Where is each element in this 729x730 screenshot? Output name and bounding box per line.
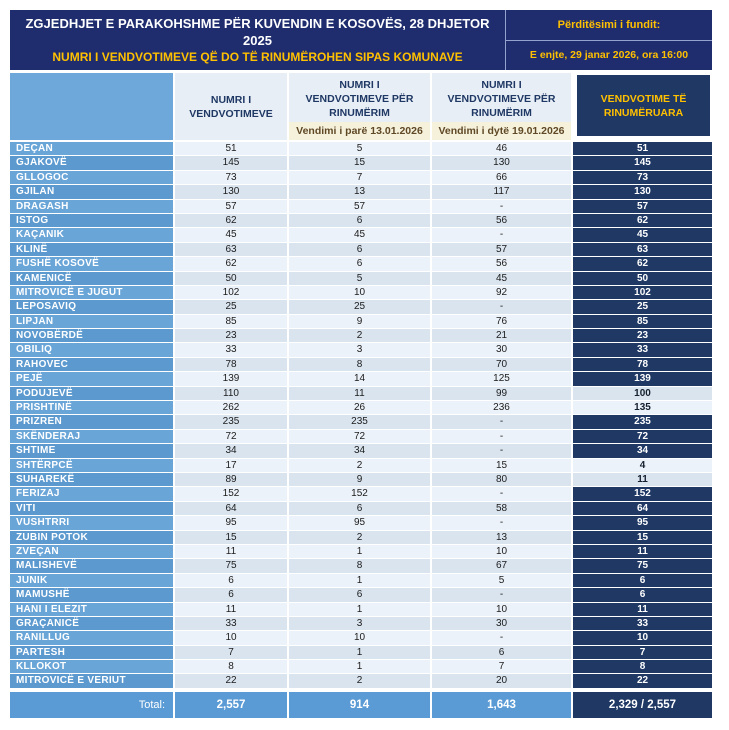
first-decision-value: 95: [289, 516, 430, 529]
municipality-name: KLINË: [10, 243, 173, 256]
stations-value: 33: [175, 617, 287, 630]
stations-value: 85: [175, 315, 287, 328]
table-row: [10, 142, 712, 155]
first-decision-value: 3: [289, 343, 430, 356]
stations-value: 62: [175, 214, 287, 227]
recounted-value: 64: [573, 502, 712, 515]
recounted-value: 139: [573, 372, 712, 385]
municipality-name: NOVOBËRDË: [10, 329, 173, 342]
recounted-value: 78: [573, 358, 712, 371]
municipality-name: MALISHEVË: [10, 559, 173, 572]
banner-titles: [10, 10, 505, 70]
stations-value: 51: [175, 142, 287, 155]
table-row: [10, 214, 712, 227]
table-row: [10, 588, 712, 601]
recounted-value: 11: [573, 545, 712, 558]
second-decision-value: 80: [432, 473, 571, 486]
table-row: [10, 430, 712, 443]
second-decision-value: -: [432, 300, 571, 313]
first-decision-value: 2: [289, 674, 430, 687]
table-row: [10, 415, 712, 428]
first-decision-value: 5: [289, 142, 430, 155]
stations-value: 139: [175, 372, 287, 385]
last-update-value: E enjte, 29 janar 2026, ora 16:00: [529, 49, 689, 62]
recounted-value: 33: [573, 343, 712, 356]
first-decision-value: 235: [289, 415, 430, 428]
table-row: [10, 185, 712, 198]
stations-value: 64: [175, 502, 287, 515]
municipality-name: GJAKOVË: [10, 156, 173, 169]
table-row: [10, 286, 712, 299]
recounted-value: 100: [573, 387, 712, 400]
municipality-name: MITROVICË E VERIUT: [10, 674, 173, 687]
municipality-name: VITI: [10, 502, 173, 515]
table-body: [10, 142, 712, 688]
second-decision-value: 21: [432, 329, 571, 342]
recounted-value: 135: [573, 401, 712, 414]
recounted-value: 152: [573, 487, 712, 500]
second-decision-value: 15: [432, 459, 571, 472]
column-header-recounted: [573, 73, 712, 140]
recounted-value: 75: [573, 559, 712, 572]
table-row: [10, 372, 712, 385]
second-decision-value: 13: [432, 531, 571, 544]
stations-value: 262: [175, 401, 287, 414]
last-update-box: [505, 10, 712, 70]
recounted-value: 34: [573, 444, 712, 457]
second-decision-value: 45: [432, 272, 571, 285]
stations-value: 6: [175, 588, 287, 601]
stations-value: 63: [175, 243, 287, 256]
stations-value: 15: [175, 531, 287, 544]
column-header-first-decision: [289, 73, 430, 140]
municipality-name: FUSHË KOSOVË: [10, 257, 173, 270]
stations-value: 75: [175, 559, 287, 572]
table-row: [10, 300, 712, 313]
recounted-value: 95: [573, 516, 712, 529]
stations-value: 89: [175, 473, 287, 486]
municipality-name: PEJË: [10, 372, 173, 385]
recounted-value: 4: [573, 459, 712, 472]
municipality-name: SHTËRPCË: [10, 459, 173, 472]
table-row: [10, 315, 712, 328]
second-decision-value: -: [432, 487, 571, 500]
recounted-value: 51: [573, 142, 712, 155]
stations-value: 73: [175, 171, 287, 184]
table-row: [10, 401, 712, 414]
municipality-name: FERIZAJ: [10, 487, 173, 500]
second-decision-value: 99: [432, 387, 571, 400]
second-decision-value: -: [432, 228, 571, 241]
stations-value: 145: [175, 156, 287, 169]
first-decision-value: 13: [289, 185, 430, 198]
first-decision-value: 152: [289, 487, 430, 500]
municipality-name: PRISHTINË: [10, 401, 173, 414]
second-decision-value: 20: [432, 674, 571, 687]
recounted-value: 72: [573, 430, 712, 443]
first-decision-value: 34: [289, 444, 430, 457]
municipality-name: MAMUSHË: [10, 588, 173, 601]
table-row: [10, 631, 712, 644]
recounted-value: 8: [573, 660, 712, 673]
table-row: [10, 502, 712, 515]
second-decision-value: 10: [432, 603, 571, 616]
recounted-value: 6: [573, 588, 712, 601]
recounted-value: 145: [573, 156, 712, 169]
first-decision-value: 3: [289, 617, 430, 630]
recounted-value: 235: [573, 415, 712, 428]
first-decision-value: 7: [289, 171, 430, 184]
municipality-name: MITROVICË E JUGUT: [10, 286, 173, 299]
stations-value: 235: [175, 415, 287, 428]
municipality-name: PODUJEVË: [10, 387, 173, 400]
municipality-name: VUSHTRRI: [10, 516, 173, 529]
recounted-value: 6: [573, 574, 712, 587]
first-decision-value: 6: [289, 214, 430, 227]
municipality-name: OBILIQ: [10, 343, 173, 356]
table-row: [10, 243, 712, 256]
stations-value: 22: [175, 674, 287, 687]
second-decision-value: -: [432, 200, 571, 213]
stations-value: 11: [175, 545, 287, 558]
recounted-value: 85: [573, 315, 712, 328]
stations-value: 130: [175, 185, 287, 198]
first-decision-value: 1: [289, 646, 430, 659]
second-decision-value: 70: [432, 358, 571, 371]
second-decision-value: 76: [432, 315, 571, 328]
municipality-name: SUHAREKË: [10, 473, 173, 486]
stations-value: 45: [175, 228, 287, 241]
municipality-name: KAMENICË: [10, 272, 173, 285]
recounted-value: 11: [573, 473, 712, 486]
recounted-value: 63: [573, 243, 712, 256]
first-decision-value: 1: [289, 545, 430, 558]
first-decision-value: 6: [289, 502, 430, 515]
first-decision-value: 25: [289, 300, 430, 313]
second-decision-value: 58: [432, 502, 571, 515]
second-decision-value: 6: [432, 646, 571, 659]
second-decision-value: -: [432, 430, 571, 443]
second-decision-value: 56: [432, 257, 571, 270]
municipality-name: ISTOG: [10, 214, 173, 227]
stations-value: 23: [175, 329, 287, 342]
page-title: ZGJEDHJET E PARAKOHSHME PËR KUVENDIN E KOSOVËS, 28 DHJETOR 2025: [25, 16, 490, 48]
second-decision-value: 236: [432, 401, 571, 414]
table-row: [10, 516, 712, 529]
recounted-value: 73: [573, 171, 712, 184]
municipality-name: GRAÇANICË: [10, 617, 173, 630]
second-decision-value: 46: [432, 142, 571, 155]
recounted-value: 22: [573, 674, 712, 687]
first-decision-value: 26: [289, 401, 430, 414]
first-decision-value: 1: [289, 574, 430, 587]
stations-value: 8: [175, 660, 287, 673]
stations-value: 11: [175, 603, 287, 616]
stations-value: 17: [175, 459, 287, 472]
first-decision-value: 1: [289, 660, 430, 673]
stations-value: 50: [175, 272, 287, 285]
first-decision-value: 2: [289, 531, 430, 544]
table-row: [10, 257, 712, 270]
column-header-municipality: [10, 73, 173, 140]
second-decision-value: 92: [432, 286, 571, 299]
second-decision-value: 7: [432, 660, 571, 673]
stations-value: 34: [175, 444, 287, 457]
first-decision-value: 5: [289, 272, 430, 285]
second-decision-value: 30: [432, 617, 571, 630]
table-row: [10, 617, 712, 630]
first-decision-value: 2: [289, 329, 430, 342]
first-decision-value: 6: [289, 243, 430, 256]
second-decision-value: 130: [432, 156, 571, 169]
table-row: [10, 387, 712, 400]
recounted-value: 15: [573, 531, 712, 544]
table-row: [10, 574, 712, 587]
stations-value: 25: [175, 300, 287, 313]
stations-value: 110: [175, 387, 287, 400]
municipality-name: GLLOGOC: [10, 171, 173, 184]
municipality-name: HANI I ELEZIT: [10, 603, 173, 616]
table-header: [10, 73, 712, 140]
recounted-value: 45: [573, 228, 712, 241]
table-row: [10, 531, 712, 544]
municipality-name: PRIZREN: [10, 415, 173, 428]
recounted-value: 11: [573, 603, 712, 616]
stations-value: 78: [175, 358, 287, 371]
first-decision-value: 57: [289, 200, 430, 213]
stations-value: 6: [175, 574, 287, 587]
table-row: [10, 343, 712, 356]
stations-value: 33: [175, 343, 287, 356]
second-decision-value: 66: [432, 171, 571, 184]
table-row: [10, 545, 712, 558]
table-row: [10, 358, 712, 371]
table-row: [10, 444, 712, 457]
table-row: [10, 272, 712, 285]
total-row: [10, 692, 712, 718]
second-decision-value: -: [432, 516, 571, 529]
recounted-value: 62: [573, 214, 712, 227]
municipality-name: ZVEÇAN: [10, 545, 173, 558]
table-row: [10, 646, 712, 659]
second-decision-value: 30: [432, 343, 571, 356]
table-row: [10, 674, 712, 687]
table-row: [10, 603, 712, 616]
municipality-name: DRAGASH: [10, 200, 173, 213]
second-decision-value: 57: [432, 243, 571, 256]
first-decision-value: 72: [289, 430, 430, 443]
table-row: [10, 329, 712, 342]
first-decision-value: 2: [289, 459, 430, 472]
first-decision-value: 10: [289, 631, 430, 644]
table-row: [10, 228, 712, 241]
table-row: [10, 559, 712, 572]
second-decision-value: 5: [432, 574, 571, 587]
first-decision-value: 6: [289, 257, 430, 270]
recounted-value: 23: [573, 329, 712, 342]
second-decision-value: 117: [432, 185, 571, 198]
column-header-recounted-label: VENDVOTIME TË RINUMËRUARA: [577, 75, 710, 136]
recounted-value: 130: [573, 185, 712, 198]
total-stations-value: 2,557: [175, 692, 287, 718]
municipality-name: RAHOVEC: [10, 358, 173, 371]
stations-value: 102: [175, 286, 287, 299]
header-banner: [10, 10, 712, 70]
municipality-name: SKËNDERAJ: [10, 430, 173, 443]
municipality-name: KAÇANIK: [10, 228, 173, 241]
recounted-value: 7: [573, 646, 712, 659]
municipality-name: DEÇAN: [10, 142, 173, 155]
first-decision-value: 8: [289, 358, 430, 371]
second-decision-value: -: [432, 631, 571, 644]
table-row: [10, 660, 712, 673]
recounted-value: 33: [573, 617, 712, 630]
first-decision-value: 1: [289, 603, 430, 616]
municipality-name: PARTESH: [10, 646, 173, 659]
second-decision-value: 56: [432, 214, 571, 227]
recounted-value: 102: [573, 286, 712, 299]
first-decision-value: 11: [289, 387, 430, 400]
recounted-value: 50: [573, 272, 712, 285]
stations-value: 10: [175, 631, 287, 644]
total-first-decision-value: 914: [289, 692, 430, 718]
table-row: [10, 473, 712, 486]
second-decision-value: -: [432, 588, 571, 601]
municipality-name: RANILLUG: [10, 631, 173, 644]
stations-value: 7: [175, 646, 287, 659]
table-row: [10, 487, 712, 500]
first-decision-value: 45: [289, 228, 430, 241]
municipality-name: JUNIK: [10, 574, 173, 587]
page-subtitle: NUMRI I VENDVOTIMEVE QË DO TË RINUMËROHEN SIPAS KOMUNAVE: [52, 50, 463, 64]
municipality-name: ZUBIN POTOK: [10, 531, 173, 544]
recounted-value: 10: [573, 631, 712, 644]
municipality-name: LEPOSAVIQ: [10, 300, 173, 313]
municipality-name: GJILAN: [10, 185, 173, 198]
recounted-value: 57: [573, 200, 712, 213]
first-decision-value: 9: [289, 473, 430, 486]
table-row: [10, 171, 712, 184]
recounted-value: 25: [573, 300, 712, 313]
stations-value: 152: [175, 487, 287, 500]
total-recounted-value: 2,329 / 2,557: [573, 692, 712, 718]
second-decision-value: -: [432, 415, 571, 428]
stations-value: 95: [175, 516, 287, 529]
stations-value: 57: [175, 200, 287, 213]
first-decision-value: 6: [289, 588, 430, 601]
column-header-second-decision-label: NUMRI I VENDVOTIMEVE PËR RINUMËRIM: [447, 78, 556, 119]
recounted-value: 62: [573, 257, 712, 270]
column-header-first-decision-sublabel: Vendimi i parë 13.01.2026: [289, 122, 430, 140]
first-decision-value: 8: [289, 559, 430, 572]
first-decision-value: 15: [289, 156, 430, 169]
second-decision-value: 67: [432, 559, 571, 572]
total-label: Total:: [10, 692, 173, 718]
column-header-stations: NUMRI I VENDVOTIMEVE: [175, 73, 287, 140]
table-row: [10, 200, 712, 213]
total-second-decision-value: 1,643: [432, 692, 571, 718]
column-header-first-decision-label: NUMRI I VENDVOTIMEVE PËR RINUMËRIM: [305, 78, 414, 119]
second-decision-value: 10: [432, 545, 571, 558]
first-decision-value: 14: [289, 372, 430, 385]
first-decision-value: 10: [289, 286, 430, 299]
stations-value: 72: [175, 430, 287, 443]
column-header-second-decision-sublabel: Vendimi i dytë 19.01.2026: [432, 122, 571, 140]
table-row: [10, 459, 712, 472]
second-decision-value: 125: [432, 372, 571, 385]
last-update-label: Përditësimi i fundit:: [506, 10, 712, 41]
municipality-name: LIPJAN: [10, 315, 173, 328]
column-header-second-decision: [432, 73, 571, 140]
municipality-name: SHTIME: [10, 444, 173, 457]
stations-value: 62: [175, 257, 287, 270]
municipality-name: KLLOKOT: [10, 660, 173, 673]
first-decision-value: 9: [289, 315, 430, 328]
second-decision-value: -: [432, 444, 571, 457]
table-row: [10, 156, 712, 169]
